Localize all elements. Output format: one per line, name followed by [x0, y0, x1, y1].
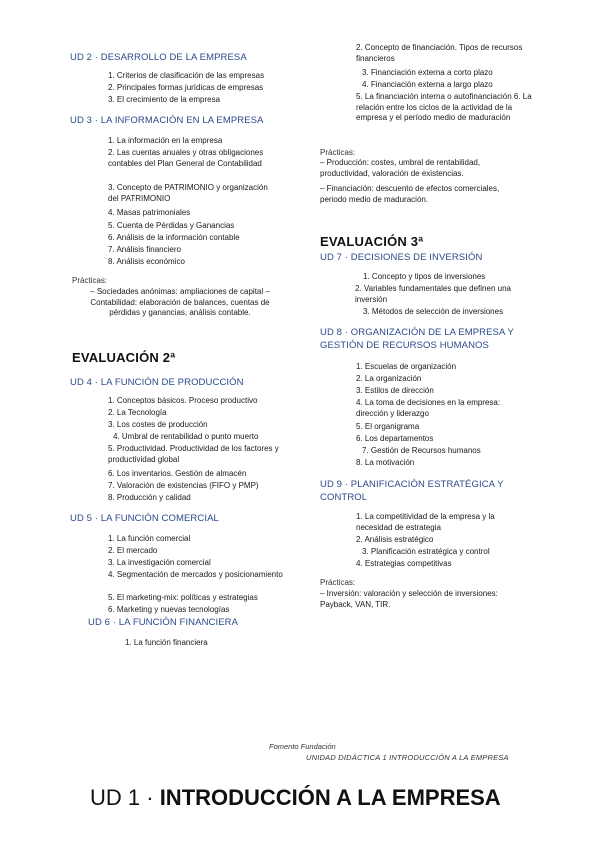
page-title-prefix: UD 1 · — [90, 785, 160, 810]
ud6-item-3: 3. Financiación externa a corto plazo — [362, 68, 493, 77]
ud8-item-7: 7. Gestión de Recursos humanos — [362, 446, 481, 455]
page-title — [90, 785, 501, 811]
ud4-item-7: 7. Valoración de existencias (FIFO y PMP) — [108, 481, 259, 490]
ud5-item-5: 5. El marketing-mix: políticas y estrategias — [108, 593, 258, 602]
footer-organization: Fomento Fundación — [269, 742, 336, 751]
ud9-practicas-item: – Inversión: valoración y selección de inversiones: Payback, VAN, TIR. — [320, 589, 498, 609]
ud8-item-8: 8. La motivación — [356, 458, 415, 467]
ud3-practicas-label: Prácticas: — [72, 276, 108, 285]
ud3-practicas-item: – Sociedades anónimas: ampliaciones de capital – Contabilidad: elaboración de balances, cuentas de pérdidas y ganancias, análisis contable. — [90, 287, 270, 317]
ud6-practicas-label: Prácticas: — [320, 148, 356, 157]
ud4-item-1: 1. Conceptos básicos. Proceso productivo — [108, 396, 258, 405]
ud8-item-4: 4. La toma de decisiones en la empresa: dirección y liderazgo — [356, 398, 501, 418]
ud4-item-5: 5. Productividad. Productividad de los factores y productividad global — [108, 444, 279, 464]
ud5-item-1: 1. La función comercial — [108, 534, 191, 543]
ud3-heading: UD 3 · LA INFORMACIÓN EN LA EMPRESA — [70, 115, 264, 126]
ud9-heading: UD 9 · PLANIFICACIÓN ESTRATÉGICA Y CONTROL — [320, 479, 504, 503]
ud7-item-1: 1. Concepto y tipos de inversiones — [363, 272, 486, 281]
ud6-item-4: 4. Financiación externa a largo plazo — [362, 80, 493, 89]
ud4-item-2: 2. La Tecnología — [108, 408, 167, 417]
ud9-item-2: 2. Análisis estratégico — [356, 535, 434, 544]
ud8-item-3: 3. Estilos de dirección — [356, 386, 434, 395]
ud8-item-2: 2. La organización — [356, 374, 422, 383]
ud5-item-2: 2. El mercado — [108, 546, 158, 555]
ud6-practicas-item-1: – Producción: costes, umbral de rentabilidad, productividad, valoración de existencias. — [320, 158, 481, 178]
ud9-item-4: 4. Estrategias competitivas — [356, 559, 452, 568]
ud3-item-3: 3. Concepto de PATRIMONIO y organización del PATRIMONIO — [108, 183, 268, 203]
ud3-item-1: 1. La información en la empresa — [108, 136, 223, 145]
ud2-item-2: 2. Principales formas jurídicas de empresas — [108, 83, 264, 92]
ud8-item-6: 6. Los departamentos — [356, 434, 434, 443]
ud8-item-5: 5. El organigrama — [356, 422, 420, 431]
ud9-item-1: 1. La competitividad de la empresa y la necesidad de estrategia — [356, 512, 495, 532]
ud5-item-3: 3. La investigación comercial — [108, 558, 211, 567]
ud3-item-8: 8. Análisis económico — [108, 257, 185, 266]
ud8-item-1: 1. Escuelas de organización — [356, 362, 457, 371]
ud3-item-7: 7. Análisis financiero — [108, 245, 181, 254]
evaluacion-3-heading: EVALUACIÓN 3ª — [320, 234, 424, 249]
ud4-item-8: 8. Producción y calidad — [108, 493, 191, 502]
ud8-heading: UD 8 · ORGANIZACIÓN DE LA EMPRESA Y GESTIÓN DE RECURSOS HUMANOS — [320, 327, 514, 351]
ud7-item-2: 2. Variables fundamentales que definen una inversión — [355, 284, 511, 304]
ud6-item-1: 1. La función financiera — [125, 638, 208, 647]
ud7-heading: UD 7 · DECISIONES DE INVERSIÓN — [320, 252, 483, 263]
evaluacion-2-heading: EVALUACIÓN 2ª — [72, 350, 176, 365]
ud2-item-1: 1. Criterios de clasificación de las empresas — [108, 71, 265, 80]
ud3-item-4: 4. Masas patrimoniales — [108, 208, 191, 217]
page-title-main: INTRODUCCIÓN A LA EMPRESA — [159, 785, 501, 810]
ud4-item-6: 6. Los inventarios. Gestión de almacén — [108, 469, 247, 478]
ud4-heading: UD 4 · LA FUNCIÓN DE PRODUCCIÓN — [70, 377, 244, 388]
ud6-heading: UD 6 · LA FUNCIÓN FINANCIERA — [88, 617, 239, 628]
ud3-item-2: 2. Las cuentas anuales y otras obligaciones contables del Plan General de Contabilidad — [108, 148, 264, 168]
footer-unit-title: UNIDAD DIDÁCTICA 1 INTRODUCCIÓN A LA EMPRESA — [306, 753, 509, 762]
ud7-item-3: 3. Métodos de selección de inversiones — [363, 307, 504, 316]
ud4-item-4: 4. Umbral de rentabilidad o punto muerto — [113, 432, 259, 441]
ud6-item-5: 5. La financiación interna o autofinanciación 6. La relación entre los ciclos de la actividad de la empresa y el período medio de maduración — [356, 92, 532, 122]
ud5-heading: UD 5 · LA FUNCIÓN COMERCIAL — [70, 513, 219, 524]
ud6-item-2: 2. Concepto de financiación. Tipos de recursos financieros — [356, 43, 523, 63]
ud9-practicas-label: Prácticas: — [320, 578, 356, 587]
ud4-item-3: 3. Los costes de producción — [108, 420, 208, 429]
ud6-practicas-item-2: – Financiación: descuento de efectos comerciales, periodo medio de maduración. — [320, 184, 500, 204]
ud2-heading: UD 2 · DESARROLLO DE LA EMPRESA — [70, 52, 247, 63]
ud5-item-4: 4. Segmentación de mercados y posicionamiento — [108, 570, 283, 579]
ud5-item-6: 6. Marketing y nuevas tecnologías — [108, 605, 230, 614]
ud3-item-6: 6. Análisis de la información contable — [108, 233, 240, 242]
ud9-item-3: 3. Planificación estratégica y control — [362, 547, 490, 556]
ud3-item-5: 5. Cuenta de Pérdidas y Ganancias — [108, 221, 235, 230]
ud2-item-3: 3. El crecimiento de la empresa — [108, 95, 221, 104]
